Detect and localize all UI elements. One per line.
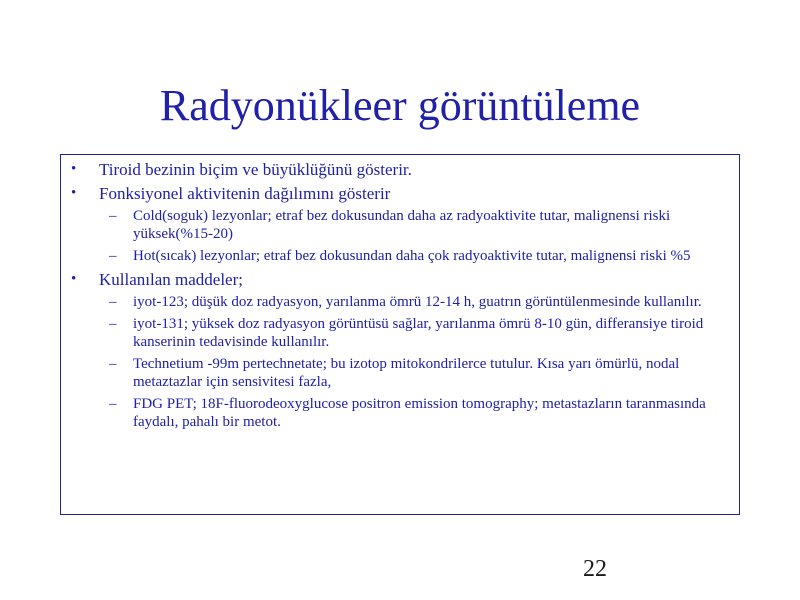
bullet-icon: • — [71, 161, 77, 177]
sub-bullet-item — [71, 293, 729, 311]
sub-bullet-item — [71, 355, 729, 391]
content-box — [60, 154, 740, 515]
bullet-item — [71, 159, 729, 180]
sub-bullet-text: iyot-131; yüksek doz radyasyon görüntüsü sağlar, yarılanma ömrü 8-10 gün, differansiye tiroid kanserinin tedavisinde kullanılır. — [133, 316, 704, 350]
bullet-item — [71, 269, 729, 290]
bullet-text: Kullanılan maddeler; — [99, 270, 243, 289]
sub-bullet-text: Hot(sıcak) lezyonlar; etraf bez dokusundan daha çok radyoaktivite tutar, malignensi riski %5 — [133, 248, 691, 264]
sub-bullet-text: Technetium -99m pertechnetate; bu izotop mitokondrilerce tutulur. Kısa yarı ömürlü, nodal metaztazlar için sensivitesi fazla, — [133, 356, 680, 390]
sub-bullet-item — [71, 207, 729, 243]
sub-bullet-item — [71, 395, 729, 431]
dash-icon: – — [109, 248, 117, 264]
slide-title: Radyonükleer görüntüleme — [159, 81, 641, 130]
dash-icon: – — [109, 294, 117, 310]
sub-bullet-text: Cold(soguk) lezyonlar; etraf bez dokusundan daha az radyoaktivite tutar, malignensi riski yüksek(%15-20) — [133, 208, 671, 242]
bullet-list — [71, 159, 729, 431]
bullet-icon: • — [71, 185, 77, 201]
bullet-text: Fonksiyonel aktivitenin dağılımını gösterir — [99, 184, 391, 203]
bullet-icon: • — [71, 271, 77, 287]
bullet-text: Tiroid bezinin biçim ve büyüklüğünü gösterir. — [99, 160, 412, 179]
dash-icon: – — [109, 356, 117, 372]
sub-bullet-text: iyot-123; düşük doz radyasyon, yarılanma ömrü 12-14 h, guatrın görüntülenmesinde kullanılır. — [133, 294, 702, 310]
dash-icon: – — [109, 316, 117, 332]
sub-bullet-item — [71, 247, 729, 265]
sub-bullet-text: FDG PET; 18F-fluorodeoxyglucose positron emission tomography; metastazların taranmasında faydalı, pahalı bir metot. — [133, 396, 706, 430]
sub-bullet-item — [71, 315, 729, 351]
dash-icon: – — [109, 208, 117, 224]
dash-icon: – — [109, 396, 117, 412]
bullet-item — [71, 183, 729, 204]
page-number: 22 — [583, 556, 607, 582]
